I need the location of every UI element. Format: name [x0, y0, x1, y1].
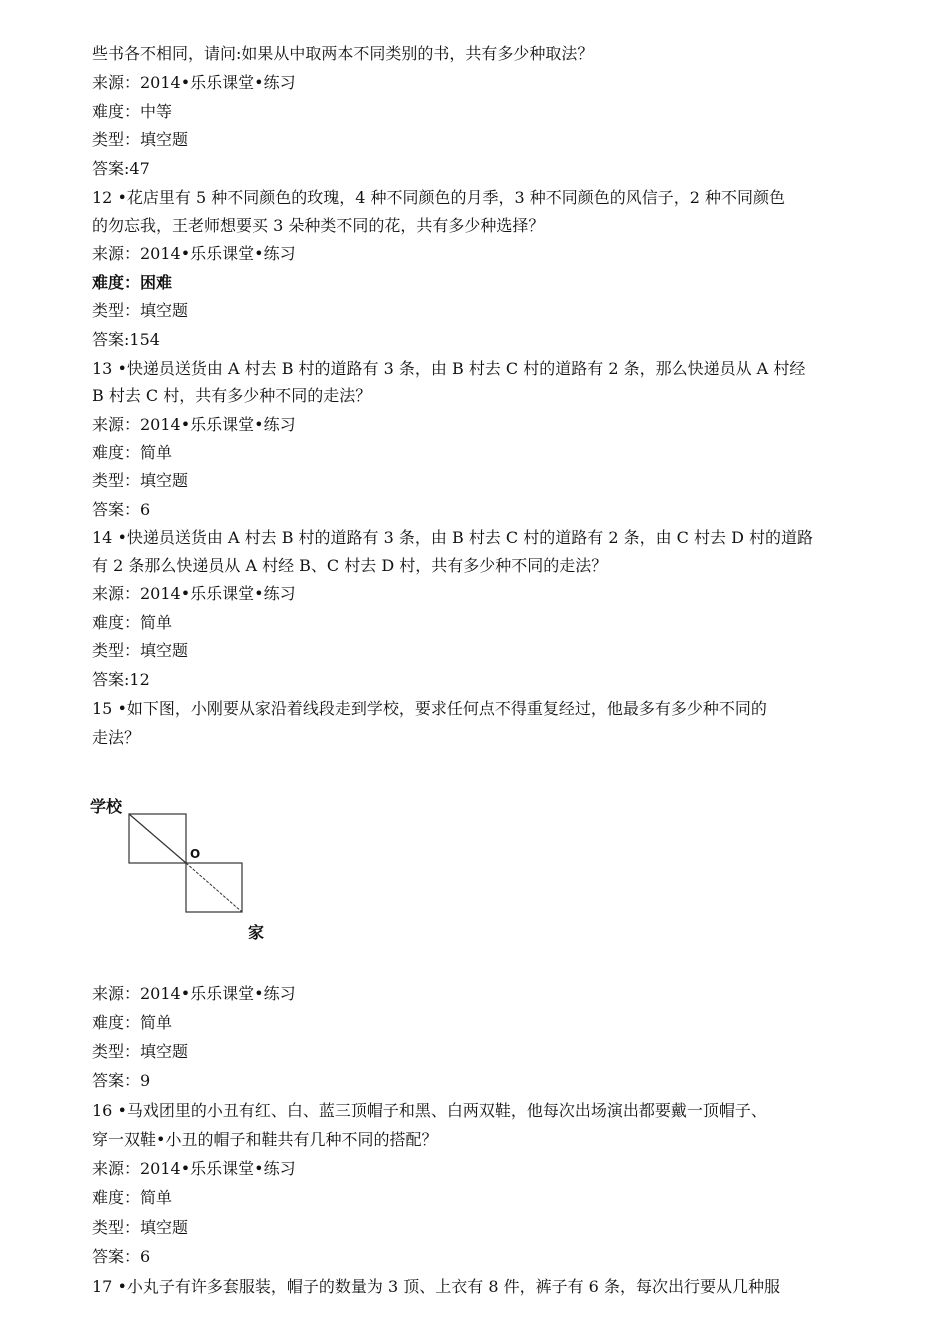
route-diagram: [86, 788, 286, 948]
q14-type: 类型：填空题: [92, 641, 189, 660]
q12-answer: 答案:154: [92, 330, 160, 349]
q13-answer: 答案：6: [92, 500, 151, 519]
q16-text-line1: 16 •马戏团里的小丑有红、白、蓝三顶帽子和黑、白两双鞋，他每次出场演出都要戴一顶帽子、: [92, 1101, 767, 1120]
q11-text-end: 些书各不相同，请问:如果从中取两本不同类别的书，共有多少种取法？: [92, 44, 594, 63]
q14-text-line2: 有 2 条那么快递员从 A 村经 B、C 村去 D 村，共有多少种不同的走法？: [92, 556, 608, 575]
q13-text-line1: 13 •快递员送货由 A 村去 B 村的道路有 3 条，由 B 村去 C 村的道路有 2 条，那么快递员从 A 村经: [92, 359, 806, 378]
q13-source: 来源：2014•乐乐课堂•练习: [92, 415, 296, 434]
q16-difficulty: 难度：简单: [92, 1188, 173, 1207]
school-label: 学校: [90, 797, 123, 816]
q15-difficulty: 难度：简单: [92, 1013, 173, 1032]
lower-diagonal: [186, 863, 242, 912]
q14-text-line1: 14 •快递员送货由 A 村去 B 村的道路有 3 条，由 B 村去 C 村的道路有 2 条，由 C 村去 D 村的道路: [92, 528, 814, 547]
q15-text-line1: 15 •如下图，小刚要从家沿着线段走到学校，要求任何点不得重复经过，他最多有多少种不同的: [92, 699, 767, 718]
q14-answer: 答案:12: [92, 670, 150, 689]
q12-source: 来源：2014•乐乐课堂•练习: [92, 244, 296, 263]
q15-type: 类型：填空题: [92, 1042, 189, 1061]
q15-source: 来源：2014•乐乐课堂•练习: [92, 984, 296, 1003]
q15-text-line2: 走法？: [92, 728, 141, 747]
upper-diagonal: [129, 814, 186, 863]
center-point-label: O: [190, 847, 201, 861]
q16-source: 来源：2014•乐乐课堂•练习: [92, 1159, 296, 1178]
q11-source: 来源：2014•乐乐课堂•练习: [92, 73, 296, 92]
q12-type: 类型：填空题: [92, 301, 189, 320]
q11-answer: 答案:47: [92, 159, 150, 178]
q13-difficulty: 难度：简单: [92, 443, 173, 462]
q17-text-line1: 17 •小丸子有许多套服装，帽子的数量为 3 顶、上衣有 8 件，裤子有 6 条，每次出行要从几种服: [92, 1277, 780, 1296]
q12-text-line1: 12 •花店里有 5 种不同颜色的玫瑰，4 种不同颜色的月季，3 种不同颜色的风信子，2 种不同颜色: [92, 188, 786, 207]
home-label: 家: [248, 923, 265, 942]
q11-type: 类型：填空题: [92, 130, 189, 149]
q11-difficulty: 难度：中等: [92, 102, 173, 121]
q14-difficulty: 难度：简单: [92, 613, 173, 632]
q13-type: 类型：填空题: [92, 471, 189, 490]
q13-text-line2: B 村去 C 村，共有多少种不同的走法？: [92, 386, 372, 405]
q16-answer: 答案：6: [92, 1247, 151, 1266]
q12-text-line2: 的勿忘我，王老师想要买 3 朵种类不同的花，共有多少种选择？: [92, 216, 545, 235]
q16-text-line2: 穿一双鞋•小丑的帽子和鞋共有几种不同的搭配？: [92, 1130, 438, 1149]
q12-difficulty: 难度：困难: [92, 273, 173, 292]
q15-answer: 答案：9: [92, 1071, 151, 1090]
q14-source: 来源：2014•乐乐课堂•练习: [92, 584, 296, 603]
q16-type: 类型：填空题: [92, 1218, 189, 1237]
